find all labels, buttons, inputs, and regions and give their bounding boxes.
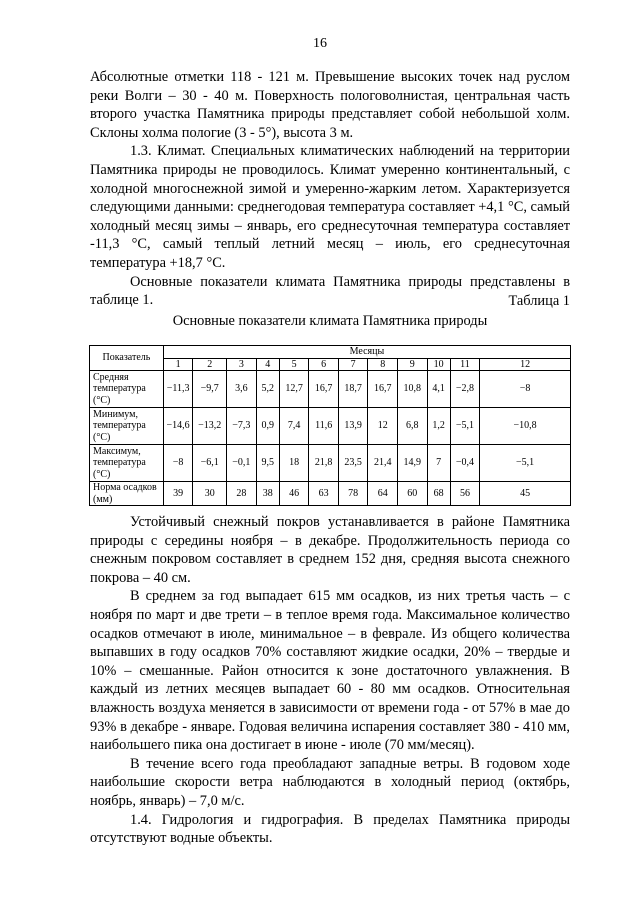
table-cell: −5,1: [450, 408, 480, 445]
table-cell: 78: [338, 482, 368, 506]
table-cell: 45: [480, 482, 571, 506]
table-cell: −7,3: [227, 408, 257, 445]
table-title: Основные показатели климата Памятника природы: [172, 313, 488, 329]
month-cell: 8: [368, 358, 398, 371]
table-cell: 63: [309, 482, 339, 506]
table-cell: −11,3: [163, 371, 193, 408]
table-cell: −5,1: [480, 445, 571, 482]
row-label: Норма осадков (мм): [90, 482, 164, 506]
table-cell: −9,7: [193, 371, 227, 408]
paragraph-hydrology: 1.4. Гидрология и гидрография. В пределах Памятника природы отсутствуют водные объекты.: [90, 811, 570, 847]
table-cell: 64: [368, 482, 398, 506]
row-label: Средняя температура (°С): [90, 371, 164, 408]
table-cell: 4,1: [427, 371, 450, 408]
table-cell: 60: [397, 482, 427, 506]
table-cell: 16,7: [368, 371, 398, 408]
table-cell: 3,6: [227, 371, 257, 408]
climate-table: [89, 345, 571, 506]
paragraph-climate: 1.3. Климат. Специальных климатических наблюдений на территории Памятника природы не проводилось. Климат умеренно континентальный, с холодной многоснежной зимой и умеренно-жарким летом. Характеризуется следующими данными: среднегодовая температура составляет +4,1 °С, самый холодный месяц зимы – январь, его среднесуточная температура составляет -11,3 °С, самый теплый летний месяц – июль, его среднесуточная температура +18,7 °С.: [90, 143, 570, 271]
month-cell: 7: [338, 358, 368, 371]
paragraph-relief: Абсолютные отметки 118 - 121 м. Превышение высоких точек над руслом реки Волги – 30 - 40 м. Поверхность пологоволнистая, центральная часть второго участка Памятника природы представляет собой небольшой холм. Склоны холма пологие (3 - 5°), высота 3 м.: [90, 69, 570, 141]
table-cell: 28: [227, 482, 257, 506]
table-cell: 21,4: [368, 445, 398, 482]
table-cell: 12,7: [279, 371, 309, 408]
table-row: [90, 408, 571, 445]
row-label: Максимум, температура (°С): [90, 445, 164, 482]
table-cell: 18: [279, 445, 309, 482]
paragraph-precipitation: В среднем за год выпадает 615 мм осадков, из них третья часть – с ноября по март и две трети – в теплое время года. Максимальное количество осадков отмечают в июле, минимальное – в феврале. Из общего количества выпавших в году осадков 70% составляют жидкие осадки, 20% – твердые и 10% – смешанные. Район относится к зоне достаточного увлажнения. В каждый из летних месяцев выпадает 60 - 80 мм осадков. Относительная влажность воздуха меняется в зависимости от времени года - от 57% в мае до 93% в декабре - январе. Годовая величина испарения составляет 380 - 410 мм, наибольшего пика она достигает в июне - июле (70 мм/месяц).: [90, 588, 570, 754]
table-row: [90, 482, 571, 506]
month-cell: 12: [480, 358, 571, 371]
table-cell: 9,5: [256, 445, 279, 482]
table-cell: −14,6: [163, 408, 193, 445]
month-cell: 3: [227, 358, 257, 371]
table-cell: −10,8: [480, 408, 571, 445]
table-cell: 5,2: [256, 371, 279, 408]
table-row: [90, 445, 571, 482]
month-cell: 5: [279, 358, 309, 371]
table-cell: −13,2: [193, 408, 227, 445]
table-cell: −0,4: [450, 445, 480, 482]
month-cell: 11: [450, 358, 480, 371]
table-cell: 10,8: [397, 371, 427, 408]
table-cell: 12: [368, 408, 398, 445]
table-cell: 7: [427, 445, 450, 482]
header-months: Месяцы: [163, 346, 570, 359]
table-label: Таблица 1: [508, 293, 570, 309]
month-cell: 4: [256, 358, 279, 371]
page-number: 16: [313, 36, 327, 51]
text-block-bottom: [90, 513, 570, 848]
table-cell: 18,7: [338, 371, 368, 408]
month-cell: 2: [193, 358, 227, 371]
paragraph-snow: Устойчивый снежный покров устанавливается в районе Памятника природы с середины ноября – в декабре. Продолжительность периода со снежным покровом составляет в среднем 152 дня, средняя высота снежного покрова – 40 см.: [90, 514, 570, 586]
table-cell: 30: [193, 482, 227, 506]
month-cell: 6: [309, 358, 339, 371]
text-block-top: [90, 68, 570, 310]
table-cell: 0,9: [256, 408, 279, 445]
table-cell: 7,4: [279, 408, 309, 445]
table-cell: −8: [480, 371, 571, 408]
table-cell: 68: [427, 482, 450, 506]
row-label: Минимум, температура (°С): [90, 408, 164, 445]
month-cell: 9: [397, 358, 427, 371]
month-cell: 1: [163, 358, 193, 371]
table-cell: 1,2: [427, 408, 450, 445]
table-cell: −8: [163, 445, 193, 482]
table-cell: 21,8: [309, 445, 339, 482]
table-cell: −0,1: [227, 445, 257, 482]
table-cell: 39: [163, 482, 193, 506]
table-cell: 11,6: [309, 408, 339, 445]
table-cell: 16,7: [309, 371, 339, 408]
paragraph-table-intro: Основные показатели климата Памятника природы представлены в таблице 1.: [90, 273, 570, 309]
paragraph-wind: В течение всего года преобладают западные ветры. В годовом ходе наибольшие скорости ветра наблюдаются в холодный период (октябрь, ноябрь, январь) – 7,0 м/с.: [90, 755, 570, 809]
header-indicator: Показатель: [90, 346, 164, 371]
table-row: [90, 371, 571, 408]
table-cell: 56: [450, 482, 480, 506]
table-cell: 13,9: [338, 408, 368, 445]
table-cell: 14,9: [397, 445, 427, 482]
table-cell: 38: [256, 482, 279, 506]
table-header-row: [90, 346, 571, 359]
table-cell: 46: [279, 482, 309, 506]
table-cell: −2,8: [450, 371, 480, 408]
table-cell: 23,5: [338, 445, 368, 482]
table-cell: −6,1: [193, 445, 227, 482]
month-cell: 10: [427, 358, 450, 371]
table-cell: 6,8: [397, 408, 427, 445]
